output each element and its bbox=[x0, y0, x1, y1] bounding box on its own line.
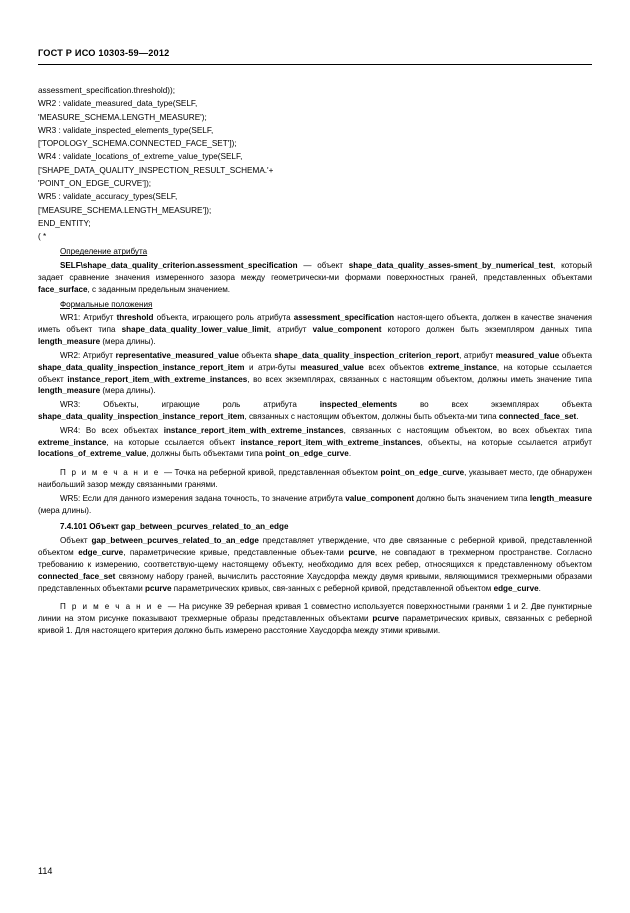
term-bold: instance_report_item_with_extreme_instances bbox=[240, 437, 421, 447]
text-run: П р и м е ч а н и е bbox=[60, 602, 168, 612]
text-run: , который задает сравнение значения измеренного зазора между геометрически-ми формами поверхностных граней, представленных объектами bbox=[38, 261, 592, 282]
text-run: WR5: Если для данного измерения задана точность, то значение атрибута bbox=[60, 493, 346, 503]
term-bold: value_component bbox=[312, 325, 382, 335]
body-text bbox=[38, 246, 592, 636]
text-run: настоя-щего объекта, должен в качестве значения иметь объект типа bbox=[38, 313, 592, 335]
text-run: параметрических кривых, свя-занных с реберной кривой, представленной объектом bbox=[171, 583, 494, 593]
code-line: END_ENTITY; bbox=[38, 218, 91, 228]
text-run: , атрибут bbox=[459, 350, 496, 360]
term-bold: connected_face_set bbox=[38, 571, 116, 581]
term-bold: instance_report_item_with_extreme_instances bbox=[67, 374, 248, 384]
term-bold: shape_data_quality_lower_value_limit bbox=[121, 325, 269, 335]
body-paragraph bbox=[38, 312, 592, 347]
text-run: объекта bbox=[559, 350, 592, 360]
text-run: . bbox=[348, 449, 352, 459]
text-run: П р и м е ч а н и е bbox=[60, 468, 164, 478]
text-run: , с заданным предельным значением. bbox=[87, 284, 231, 294]
page-content bbox=[38, 84, 592, 637]
text-run: , объекты, на которые ссылается атрибут bbox=[420, 437, 592, 447]
term-bold: gap_between_pcurves_related_to_an_edge bbox=[91, 536, 259, 546]
term-bold: extreme_instance bbox=[428, 362, 497, 372]
term-bold: connected_face_set bbox=[498, 411, 577, 421]
body-paragraph bbox=[38, 399, 592, 423]
code-line: WR3 : validate_inspected_elements_type(SELF, bbox=[38, 125, 214, 135]
code-line: ( * bbox=[38, 232, 47, 242]
text-run: должно быть значением типа bbox=[414, 493, 530, 503]
subsection-heading-text: Определение атрибута bbox=[60, 247, 148, 257]
code-line: ['MEASURE_SCHEMA.LENGTH_MEASURE']); bbox=[38, 205, 212, 215]
code-line: assessment_specification.threshold)); bbox=[38, 86, 175, 95]
text-run: всех объектов bbox=[363, 362, 429, 372]
text-run: — Точка на реберной кривой, представленная объектом bbox=[163, 468, 381, 478]
clause-heading: 7.4.101 Объект gap_between_pcurves_related_to_an_edge bbox=[60, 522, 289, 532]
page-header: ГОСТ Р ИСО 10303-59—2012 bbox=[38, 48, 170, 58]
term-bold: threshold bbox=[116, 313, 154, 323]
text-run: связному набору граней, вычислить расстояние Хаусдорфа между двумя кривыми, являющимися трехмерными образами представленных объектами bbox=[38, 571, 592, 593]
term-bold: length_measure bbox=[38, 337, 101, 347]
term-bold: shape_data_quality_inspection_instance_report_item bbox=[38, 362, 245, 372]
code-line: 'POINT_ON_EDGE_CURVE']); bbox=[38, 178, 152, 188]
term-bold: shape_data_quality_asses-sment_by_numerical_test bbox=[348, 261, 554, 271]
term-bold: point_on_edge_curve bbox=[265, 449, 349, 459]
subsection-heading-text: Формальные положения bbox=[60, 299, 153, 309]
term-bold: edge_curve bbox=[493, 583, 539, 593]
text-run: во всех экземплярах объекта bbox=[397, 400, 592, 410]
text-run: , связанных с настоящим объектом, во всех объектах типа bbox=[343, 425, 592, 435]
text-run: и атри-буты bbox=[244, 362, 301, 372]
code-line: ['TOPOLOGY_SCHEMA.CONNECTED_FACE_SET']); bbox=[38, 139, 237, 149]
code-line: WR5 : validate_accuracy_types(SELF, bbox=[38, 192, 178, 202]
term-bold: face_surface bbox=[38, 284, 88, 294]
text-run: (мера длины). bbox=[100, 337, 156, 347]
term-bold: extreme_instance bbox=[38, 437, 107, 447]
body-paragraph bbox=[38, 493, 592, 517]
term-bold: length_measure bbox=[529, 493, 592, 503]
term-bold: measured_value bbox=[495, 350, 560, 360]
code-line: WR4 : validate_locations_of_extreme_value_type(SELF, bbox=[38, 152, 243, 162]
text-run: , во всех экземплярах, связанных с настоящим объектом, должны иметь значение типа bbox=[247, 374, 592, 384]
text-run: WR4: Во всех объектах bbox=[60, 425, 164, 435]
term-bold: point_on_edge_curve bbox=[380, 468, 465, 478]
text-run: , связанных с настоящим объектом, должны быть объекта-ми типа bbox=[244, 411, 499, 421]
text-run: объекта bbox=[238, 350, 275, 360]
term-bold: instance_report_item_with_extreme_instances bbox=[163, 425, 344, 435]
text-run: . bbox=[576, 411, 579, 421]
text-run: — объект bbox=[297, 261, 349, 271]
code-line: ['SHAPE_DATA_QUALITY_INSPECTION_RESULT_SCHEMA.'+ bbox=[38, 165, 274, 175]
term-bold: locations_of_extreme_value bbox=[38, 449, 147, 459]
text-run: , не совпадают в трехмерном пространстве. Согласно требованию к измерению, соответствую-щему настоящему объекту, необходимо для всех ребер, относящихся к представленному объектом bbox=[38, 548, 592, 569]
header-rule bbox=[38, 64, 592, 65]
term-bold: assessment_specification bbox=[293, 313, 395, 323]
text-run: Объект bbox=[60, 536, 92, 546]
note-paragraph bbox=[38, 467, 592, 491]
text-run: . bbox=[538, 583, 541, 593]
body-paragraph bbox=[38, 260, 592, 295]
term-bold: shape_data_quality_inspection_instance_report_item bbox=[38, 411, 245, 421]
term-bold: SELF\shape_data_quality_criterion.assessment_specification bbox=[60, 261, 298, 271]
text-run: (мера длины). bbox=[100, 386, 156, 396]
page-number: 114 bbox=[38, 866, 53, 876]
body-paragraph bbox=[38, 425, 592, 460]
text-run: параметрических кривых, связанных с реберной кривой 1. Для настоящего критерия должно быть измерено расстояние Хаусдорфа между этими кривыми. bbox=[38, 614, 592, 635]
text-run: представляет утверждение, что две связанные с реберной кривой, представленной объектом bbox=[38, 536, 592, 558]
text-run: которого должен быть экземпляром данных типа bbox=[381, 325, 592, 335]
term-bold: length_measure bbox=[38, 386, 101, 396]
term-bold: pcurve bbox=[145, 583, 172, 593]
body-paragraph bbox=[38, 350, 592, 397]
code-line: WR2 : validate_measured_data_type(SELF, bbox=[38, 99, 198, 109]
term-bold: edge_curve bbox=[78, 548, 124, 558]
text-run: , параметрические кривые, представленные объек-тами bbox=[123, 548, 349, 558]
text-run: , на которые ссылается объект bbox=[38, 362, 592, 384]
term-bold: inspected_elements bbox=[319, 400, 398, 410]
term-bold: pcurve bbox=[348, 548, 375, 558]
code-block bbox=[38, 84, 592, 243]
body-paragraph bbox=[38, 535, 592, 594]
code-line: 'MEASURE_SCHEMA.LENGTH_MEASURE'); bbox=[38, 112, 207, 122]
text-run: WR3: Объекты, играющие роль атрибута bbox=[60, 400, 320, 410]
text-run: , должны быть объектами типа bbox=[146, 449, 266, 459]
subsection-heading bbox=[38, 299, 592, 311]
text-run: , на которые ссылается объект bbox=[106, 437, 241, 447]
term-bold: value_component bbox=[345, 493, 415, 503]
text-run: , атрибут bbox=[268, 325, 313, 335]
term-bold: pcurve bbox=[372, 614, 399, 624]
subsection-heading bbox=[38, 246, 592, 258]
text-run: WR2: Атрибут bbox=[60, 350, 116, 360]
text-run: , указывает место, где обнаружен наибольший зазор между связанными гранями. bbox=[38, 468, 593, 489]
text-run: WR1: Атрибут bbox=[60, 313, 117, 323]
term-bold: measured_value bbox=[300, 362, 364, 372]
text-run: — На рисунке 39 реберная кривая 1 совместно используется поверхностными гранями 1 и 2. Две пунктирные линии на этом рисунке показывают трехмерные образы представленных объектами bbox=[38, 602, 592, 624]
term-bold: shape_data_quality_inspection_criterion_report bbox=[274, 350, 460, 360]
term-bold: representative_measured_value bbox=[115, 350, 239, 360]
text-run: объекта, играющего роль атрибута bbox=[153, 313, 294, 323]
note-paragraph bbox=[38, 601, 592, 636]
text-run: (мера длины). bbox=[38, 505, 92, 515]
